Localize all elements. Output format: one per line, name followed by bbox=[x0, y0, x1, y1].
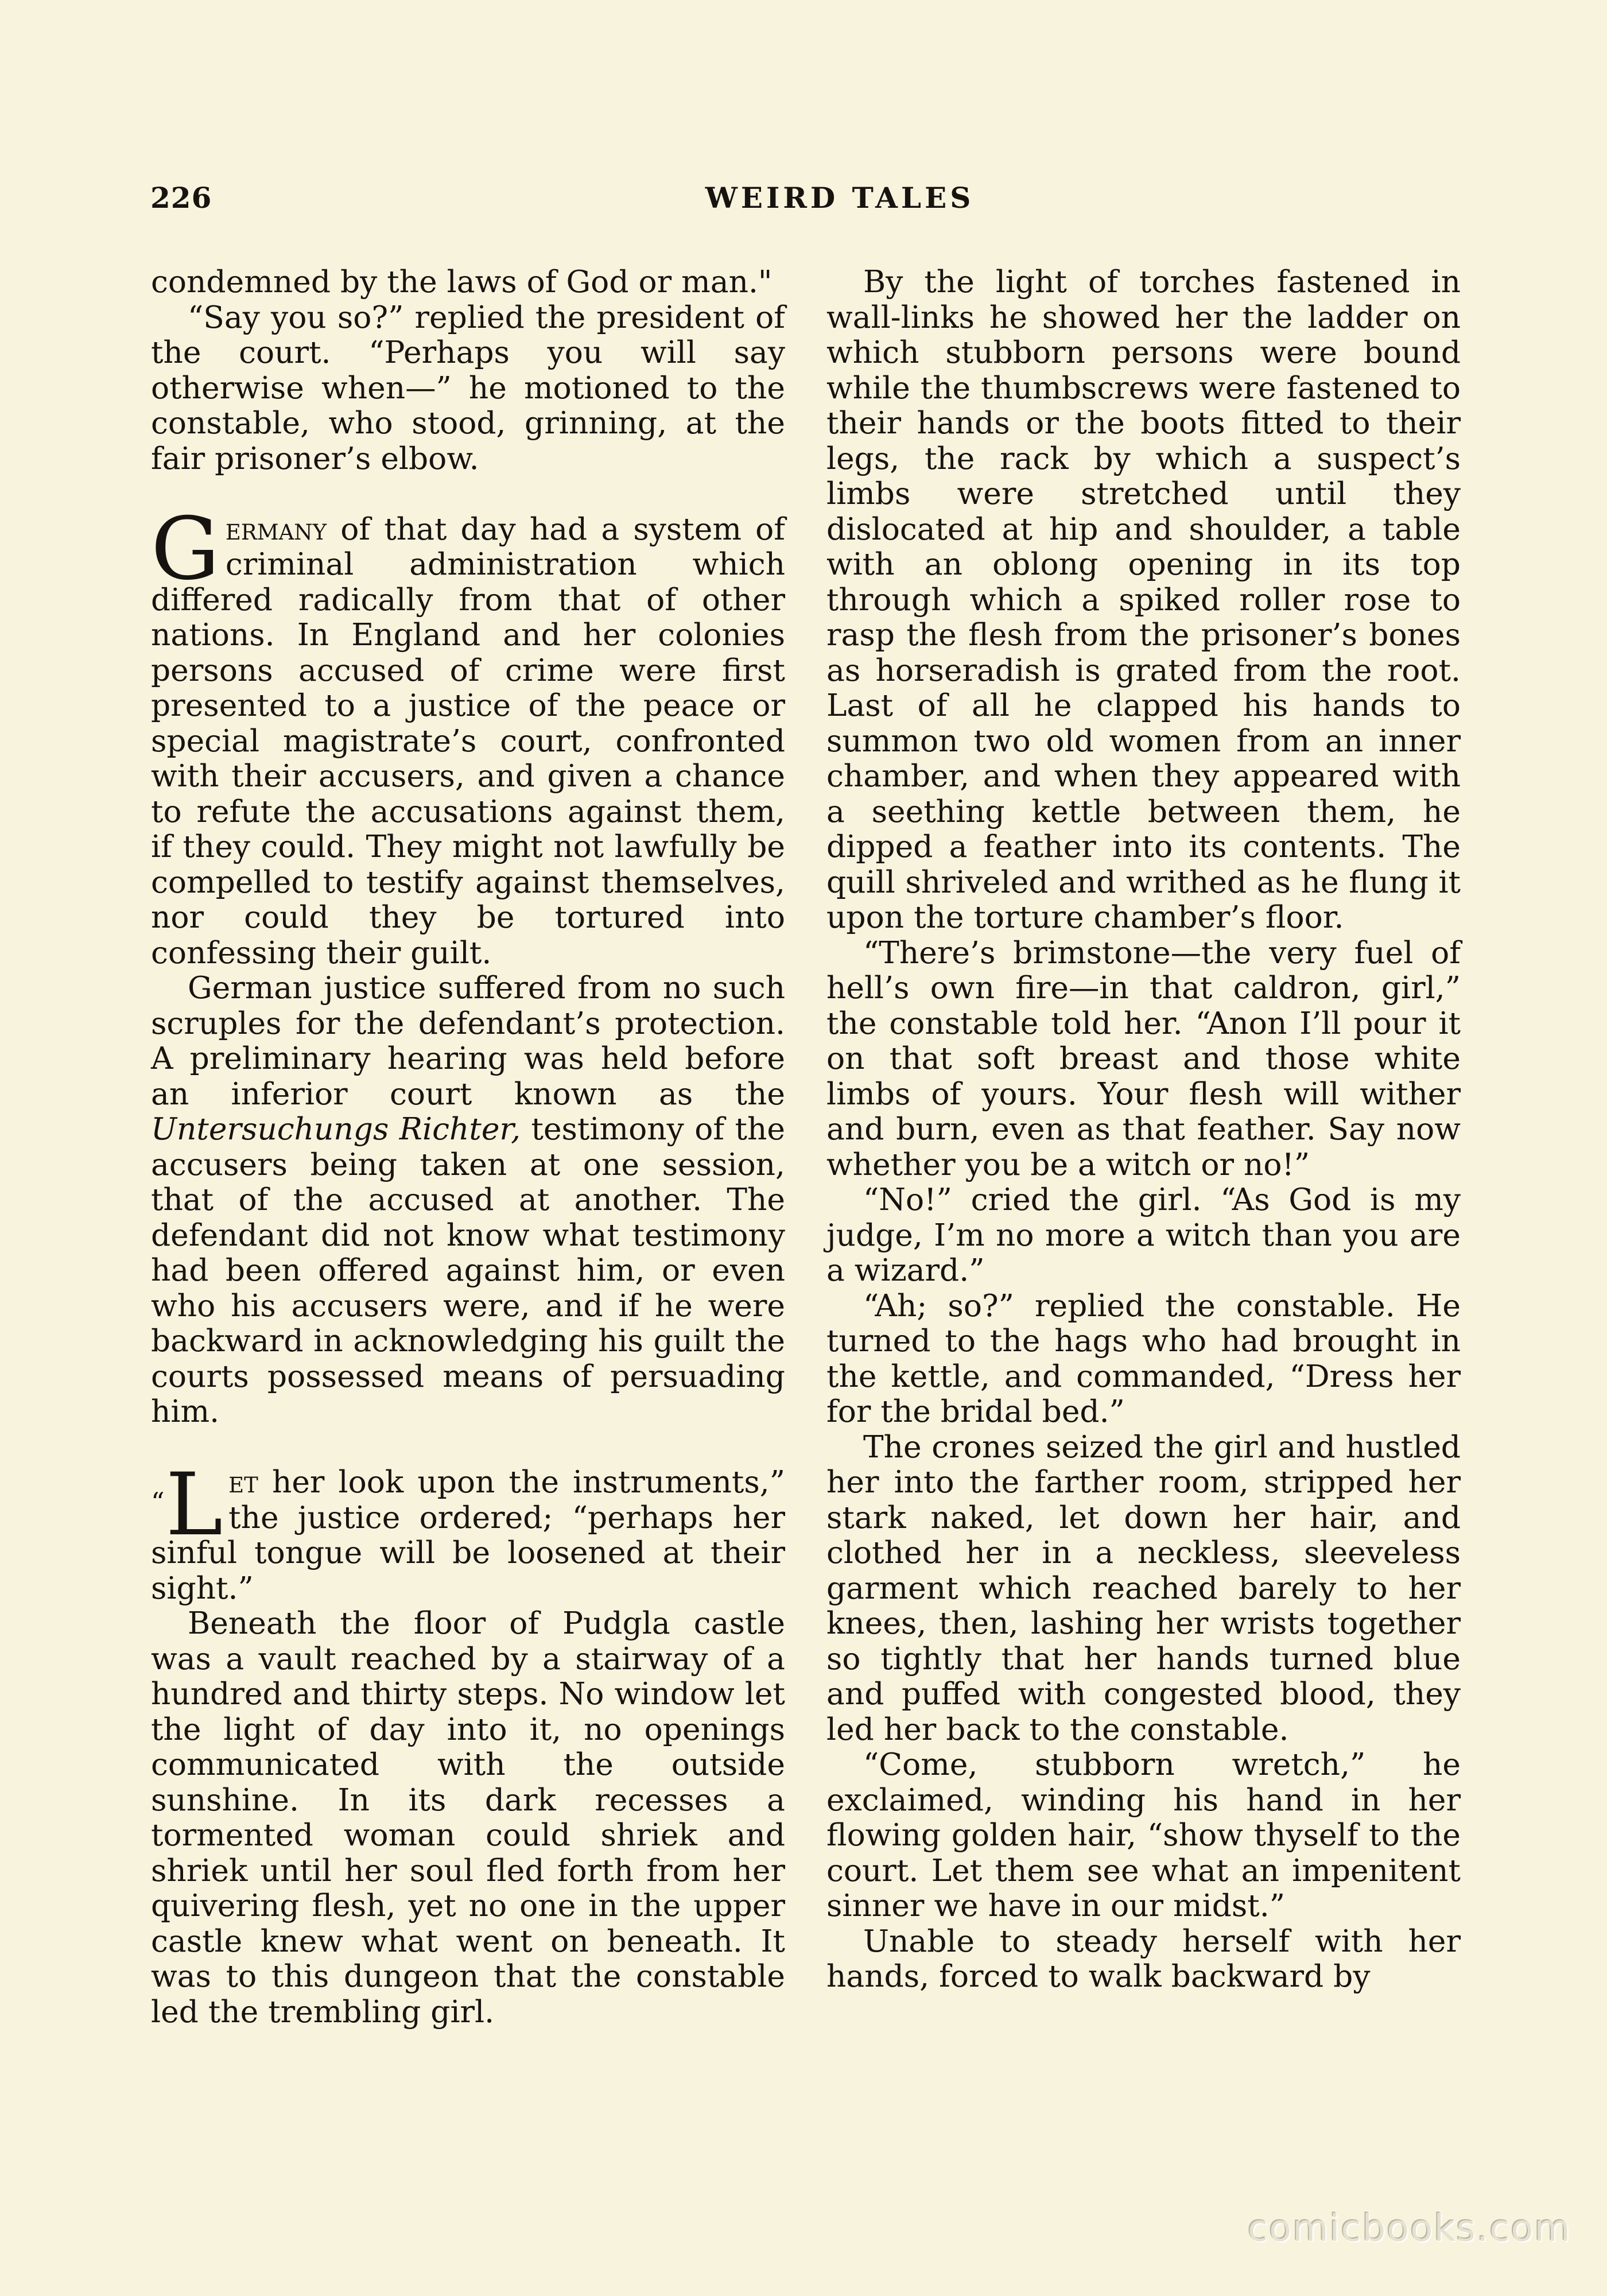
section-opening-paragraph bbox=[151, 1455, 785, 1606]
drop-cap-quote: “ bbox=[151, 1487, 165, 1518]
paragraph bbox=[151, 970, 785, 1429]
paragraph-text: testimony of the accusers being taken at one session, that of the accused at another. The defendant did not know what testimony had been offered against him, or even who his accusers were, and if he were backward in acknowledging his guilt the courts possessed means of persuading him. bbox=[151, 1111, 785, 1429]
small-caps-lead: et bbox=[228, 1464, 258, 1500]
paragraph-text: her look upon the instruments,” the justice ordered; “perhaps her sinful tongue will be loosened at their sight.” bbox=[151, 1464, 785, 1606]
paragraph: By the light of torches fastened in wall-links he showed her the ladder on which stubborn persons were bound while the thumbscrews were fastened to their hands or the boots fitted to their legs, the rack by which a suspect’s limbs were stretched until they dislocated at hip and shoulder, a table with an oblong opening in its top through which a spiked roller rose to rasp the flesh from the prisoner’s bones as horseradish is grated from the root. Last of all he clapped his hands to summon two old women from an inner chamber, and when they appeared with a seething kettle between them, he dipped a feather into its contents. The quill shriveled and writhed as he flung it upon the torture chamber’s floor. bbox=[826, 263, 1461, 935]
left-column bbox=[151, 264, 785, 2029]
drop-cap-letter: L bbox=[165, 1455, 223, 1555]
page-header bbox=[150, 181, 1529, 221]
running-title: WEIRD TALES bbox=[705, 181, 975, 215]
paragraph: “No!” cried the girl. “As God is my judge, I’m no more a witch than you are a wizard.” bbox=[826, 1181, 1461, 1288]
paragraph: The crones seized the girl and hustled her into the farther room, stripped her stark naked, let down her hair, and clothed her in a neckless, sleeveless garment which reached barely to her knees, then, lashing her wrists together so tightly that her hands turned blue and puffed with congested blood, they led her back to the constable. bbox=[826, 1428, 1461, 1747]
paragraph-text: of that day had a system of criminal administration which differed radically from that of other nations. In England and her colonies persons accused of crime were first presented to a justice of the peace or special magistrate’s court, confronted with their accusers, and given a chance to refute the accusations against them, if they could. They might not lawfully be compelled to testify against themselves, nor could they be tortured into confessing their guilt. bbox=[151, 510, 785, 971]
paragraph: “Say you so?” replied the president of the court. “Perhaps you will say otherwise when—” he motioned to the constable, who stood, grinning, at the fair prisoner’s elbow. bbox=[151, 298, 785, 476]
small-caps-lead: ermany bbox=[225, 510, 327, 547]
drop-cap bbox=[151, 1455, 223, 1555]
paragraph: condemned by the laws of God or man." bbox=[151, 263, 773, 300]
paragraph: “There’s brimstone—the very fuel of hell’s own fire—in that caldron, girl,” the constable told her. “Anon I’ll pour it on that soft breast and those white limbs of yours. Your flesh will wither and burn, even as that feather. Say now whether you be a witch or no!” bbox=[826, 934, 1461, 1182]
paragraph: “Come, stubborn wretch,” he exclaimed, winding his hand in her flowing golden hair, “show thyself to the court. Let them see what an impenitent sinner we have in our midst.” bbox=[826, 1746, 1461, 1923]
paragraph-text: German justice suffered from no such scruples for the defendant’s protection. A preliminary hearing was held before an inferior court known as the bbox=[151, 969, 785, 1112]
right-column bbox=[826, 264, 1461, 1994]
paragraph: “Ah; so?” replied the constable. He turned to the hags who had brought in the kettle, and commanded, “Dress her for the bridal bed.” bbox=[826, 1287, 1461, 1429]
paragraph: Unable to steady herself with her hands, forced to walk backward by bbox=[826, 1922, 1461, 1994]
italic-term: Untersuchungs Richter, bbox=[151, 1111, 521, 1147]
drop-cap: G bbox=[151, 499, 220, 599]
paragraph: Beneath the floor of Pudgla castle was a vault reached by a stairway of a hundred and thirty steps. No window let the light of day into it, no openings communicated with the outside sunshine. In its dark recesses a tormented woman could shriek and shriek until her soul fled forth from her quivering flesh, yet no one in the upper castle knew what went on beneath. It was to this dungeon that the constable led the trembling girl. bbox=[151, 1605, 785, 2030]
page-number: 226 bbox=[150, 181, 212, 215]
watermark: comicbooks.com bbox=[1247, 2208, 1571, 2250]
section-opening-paragraph bbox=[151, 499, 785, 971]
